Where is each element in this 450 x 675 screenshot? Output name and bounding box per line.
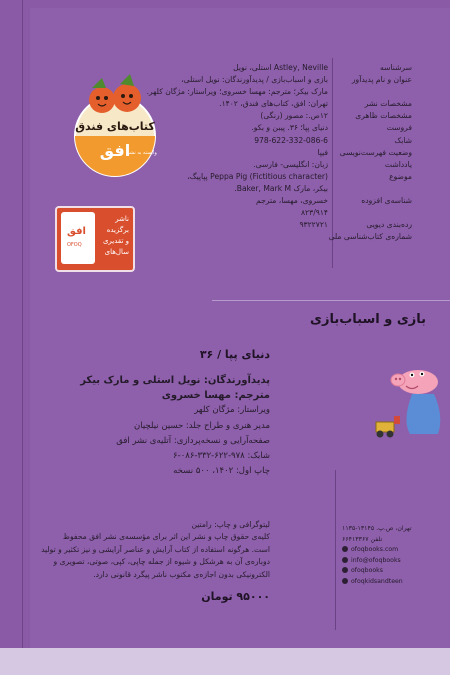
section-divider bbox=[212, 300, 450, 301]
contact-phone: تلفن ۶۶۴۱۳۳۶۷ bbox=[342, 535, 383, 543]
catalog-value: 978-622-332-086-6 bbox=[254, 135, 328, 145]
george-pig-illustration bbox=[372, 366, 450, 446]
catalog-value: بیکر، مارک Baker, Mark M. bbox=[234, 183, 328, 193]
catalog-value: Astley, Neville استلی، نویل bbox=[233, 63, 328, 72]
rights-line: کلیه‌ی حقوق چاپ و نشر این اثر برای مؤسسه‌ی نشر افق محفوظ bbox=[62, 532, 270, 542]
contact-social2[interactable]: ofoqkidsandteen bbox=[351, 577, 403, 585]
mail-icon bbox=[342, 557, 348, 563]
catalog-label: وضعیت فهرست‌نویسی bbox=[339, 147, 412, 157]
spine-line bbox=[22, 0, 23, 675]
credit-label: چاپ اول: bbox=[235, 466, 270, 477]
globe-icon bbox=[342, 546, 348, 552]
book-series: دنیای پپا / ۳۶ bbox=[199, 348, 270, 361]
catalog-value: دنیای پپا؛ ۳۶. پیبن و بکو. bbox=[251, 123, 328, 133]
credit-label: مدیر هنری و طراح جلد: bbox=[185, 420, 270, 431]
catalog-label bbox=[334, 183, 412, 195]
rights-line: دوباره‌ی آن به هرشکل و شیوه از جمله چاپی، کپی، صوتی، تصویری و bbox=[53, 557, 270, 567]
contact-divider bbox=[335, 470, 336, 630]
catalog-label: عنوان و نام پدیدآور bbox=[351, 75, 412, 85]
award-badge-brand: افق bbox=[67, 226, 86, 237]
award-badge-text bbox=[95, 214, 129, 258]
catalog-label: یادداشت bbox=[384, 159, 412, 169]
catalog-value: زبان: انگلیسی- فارسی. bbox=[253, 159, 328, 169]
catalog-value: Peppa Pig (Fictitious character) پپاپیگ، bbox=[187, 171, 328, 181]
credit-art-director bbox=[40, 419, 270, 434]
catalog-value: مارک بیکر؛ مترجم: مهسا خسروی؛ ویراستار: مژگان کلهر. bbox=[146, 87, 328, 97]
catalog-value: ۹۳۲۲۷۲۱ bbox=[299, 220, 328, 230]
catalog-label: مشخصات نشر bbox=[364, 99, 412, 109]
instagram-icon bbox=[342, 578, 348, 584]
contact-social-row bbox=[342, 577, 450, 588]
catalog-value: ۸۲۳/۹۱۴ bbox=[300, 208, 328, 218]
award-badge-line: و تقدیری bbox=[102, 237, 129, 245]
catalog-value: تهران: افق، کتاب‌های فندق، ۱۴۰۲. bbox=[219, 99, 328, 109]
credit-value: ۹۷۸-۶۲۲-۳۳۲-۰۸۶-۶ bbox=[173, 451, 245, 462]
publisher-logo-text: کتاب‌های فندق bbox=[75, 120, 155, 133]
catalog-values bbox=[146, 62, 328, 243]
credit-layout bbox=[40, 434, 270, 449]
credit-label: مترجم: bbox=[234, 390, 270, 402]
catalog-labels bbox=[328, 62, 412, 243]
contact-email[interactable]: info@ofoqbooks bbox=[351, 556, 401, 564]
catalog-label: شناسه‌ی افزوده bbox=[361, 196, 412, 206]
rights-line: الکترونیکی بدون اجازه‌ی مکتوب ناشر پیگرد قانونی دارد. bbox=[93, 569, 270, 579]
contact-block bbox=[342, 524, 450, 587]
credit-print-run bbox=[40, 464, 270, 479]
credit-translator bbox=[40, 388, 270, 403]
credit-label: صفحه‌آرایی و نسخه‌پردازی: bbox=[173, 435, 270, 446]
catalog-label bbox=[334, 207, 412, 219]
catalog-value: بازی و اسباب‌بازی / پدیدآورندگان: نویل استلی، bbox=[181, 75, 328, 85]
credit-value: مهسا خسروی bbox=[161, 390, 231, 402]
publisher-logo-brand: افق bbox=[99, 141, 131, 160]
award-badge-line: ناشر bbox=[115, 215, 129, 223]
catalog-label: رده‌بندی دیویی bbox=[366, 220, 412, 230]
credit-value: ۱۴۰۲، ۵۰۰ نسخه bbox=[173, 466, 234, 477]
catalog-label: سرشناسه bbox=[380, 63, 412, 72]
catalog-value: فیپا bbox=[317, 147, 328, 157]
credit-label: پدیدآورندگان: bbox=[203, 375, 270, 386]
contact-address: تهران، ص.پ. ۱۳۱۴۵-۱۱۳۵ bbox=[342, 525, 412, 532]
credit-value: حسین نیلچیان bbox=[134, 420, 184, 431]
contact-website[interactable]: ofoqbooks.com bbox=[351, 546, 399, 553]
catalog-label: شابک bbox=[394, 135, 412, 145]
catalog-value bbox=[178, 231, 328, 243]
contact-social1[interactable]: ofoqbooks bbox=[351, 567, 383, 574]
award-badge-line: برگزیده bbox=[106, 226, 129, 234]
award-badge-brand-latin: OFOQ bbox=[67, 242, 82, 248]
credit-isbn bbox=[40, 449, 270, 464]
catalog-label: موضوع bbox=[389, 171, 412, 181]
credit-label: ویراستار: bbox=[237, 405, 270, 416]
credit-label: شابک: bbox=[247, 451, 270, 462]
credits-block bbox=[40, 373, 270, 479]
contact-email-row bbox=[342, 556, 450, 567]
price: ۹۵۰۰۰ تومان bbox=[201, 590, 270, 603]
catalog-value: ۱۲ص.: مصور (رنگی) bbox=[260, 111, 328, 121]
award-badge bbox=[55, 206, 135, 272]
catalog-label: شماره‌ی کتاب‌شناسی ملی bbox=[328, 232, 412, 242]
publisher-logo-subtext: وابسته به نشر bbox=[127, 150, 157, 156]
credit-value: نویل استلی و مارک بیکر bbox=[80, 375, 201, 386]
award-badge-line: سال‌های bbox=[104, 248, 129, 256]
contact-social-row bbox=[342, 566, 450, 577]
credit-editor bbox=[40, 403, 270, 418]
credit-value: آتلیه‌ی نشر افق bbox=[116, 435, 172, 446]
credit-authors bbox=[40, 373, 270, 388]
contact-website-row bbox=[342, 545, 450, 556]
catalog-label: مشخصات ظاهری bbox=[355, 111, 412, 121]
award-badge-logo-box bbox=[61, 212, 95, 264]
book-title: بازی و اسباب‌بازی bbox=[310, 312, 426, 327]
rights-notice bbox=[38, 519, 270, 581]
rights-line: لیتوگرافی و چاپ: رامتین bbox=[191, 520, 270, 529]
catalog-label: فروست bbox=[386, 123, 412, 133]
publisher-logo bbox=[72, 74, 158, 184]
instagram-icon bbox=[342, 567, 348, 573]
rights-line: است. هرگونه استفاده از کتاب آرایش و عناصر آرایشی و نیز تکثیر و تولید bbox=[41, 544, 270, 554]
catalog-value: خسروی، مهسا، مترجم bbox=[256, 196, 328, 206]
bottom-strip bbox=[0, 648, 450, 675]
catalog-label bbox=[334, 86, 412, 98]
credit-value: مژگان کلهر bbox=[194, 405, 235, 416]
